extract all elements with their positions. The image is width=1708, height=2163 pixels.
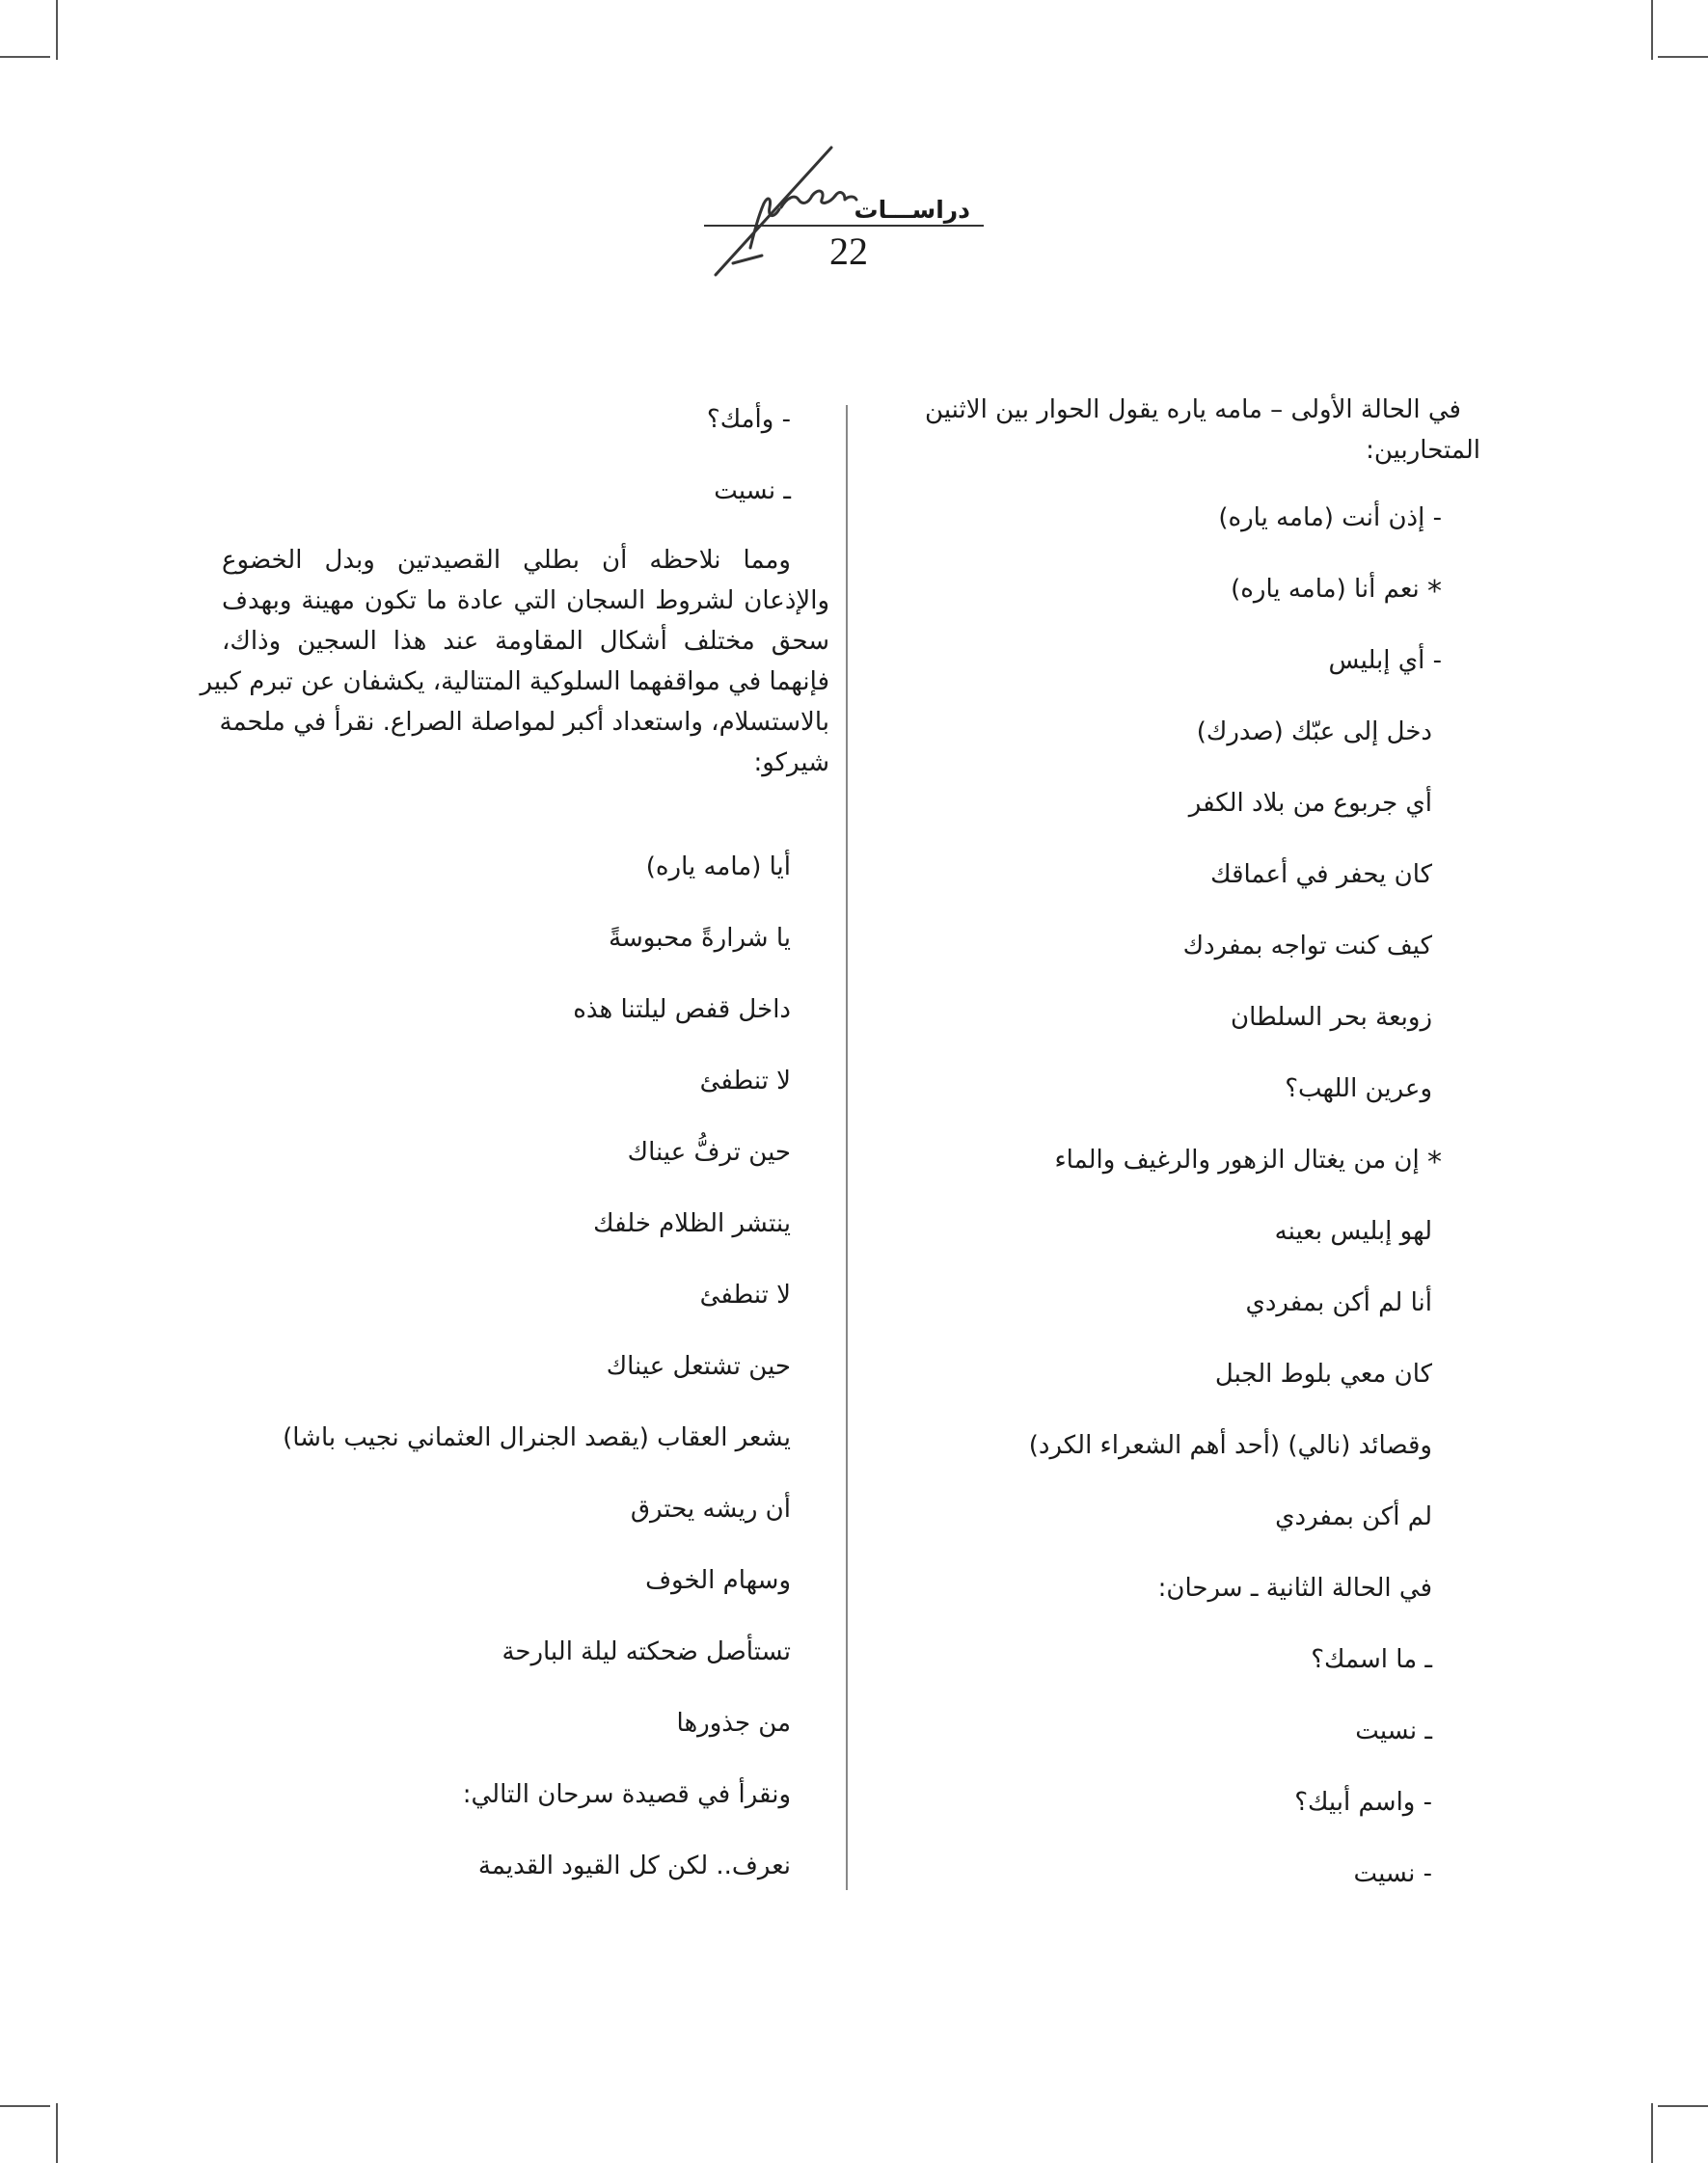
crop-mark xyxy=(56,0,58,60)
crop-mark xyxy=(0,56,50,58)
poem-line: داخل قفص ليلتنا هذه xyxy=(573,995,791,1024)
dialogue-text: إن من يغتال الزهور والرغيف والماء xyxy=(1054,1146,1420,1175)
paragraph-line: بالاستسلام، واستعداد أكبر لمواصلة الصراع. نقرأ في ملحمة xyxy=(219,708,829,737)
text-line xyxy=(1054,1141,1442,1182)
poem-line: أيا (مامه ياره) xyxy=(645,852,791,881)
asterisk-mark: * xyxy=(1427,1146,1442,1179)
text-line: كيف كنت تواجه بمفردك xyxy=(1182,932,1432,960)
crop-mark xyxy=(56,2103,58,2163)
crop-mark xyxy=(1658,2105,1708,2107)
text-line: وقصائد (نالي) (أحد أهم الشعراء الكرد) xyxy=(1028,1431,1432,1460)
section-title: دراســـات xyxy=(854,196,970,224)
text-line: دخل إلى عبّك (صدرك) xyxy=(1196,717,1432,746)
text-line: كان معي بلوط الجبل xyxy=(1214,1360,1432,1389)
paragraph-line: سحق مختلف أشكال المقاومة عند هذا السجين وذاك، xyxy=(222,627,829,656)
text-line: المتحاربين: xyxy=(1366,436,1480,465)
text-line: أي جربوع من بلاد الكفر xyxy=(1188,789,1432,818)
column-divider xyxy=(846,405,848,1890)
poem-line: من جذورها xyxy=(676,1709,791,1738)
page-header xyxy=(694,140,984,284)
text-line: - نسيت xyxy=(1353,1859,1432,1888)
crop-mark xyxy=(1651,0,1653,60)
text-line: - وأمك؟ xyxy=(706,405,791,434)
paragraph-line: فإنهما في مواقفهما السلوكية المتتالية، يكشفان عن تبرم كبير xyxy=(200,667,829,696)
paragraph-line: ومما نلاحظه أن بطلي القصيدتين وبدل الخضوع xyxy=(222,546,791,575)
poem-line: يشعر العقاب (يقصد الجنرال العثماني نجيب باشا) xyxy=(283,1423,791,1452)
poem-line: وسهام الخوف xyxy=(645,1566,791,1595)
poem-line: حين ترفُّ عيناك xyxy=(627,1138,791,1167)
text-line: كان يحفر في أعماقك xyxy=(1210,860,1432,889)
crop-mark xyxy=(1658,56,1708,58)
poem-line: لا تنطفئ xyxy=(699,1067,791,1095)
header-rule xyxy=(704,225,984,227)
text-line: أنا لم أكن بمفردي xyxy=(1245,1288,1432,1317)
text-line: لم أكن بمفردي xyxy=(1275,1502,1432,1531)
poem-line: أن ريشه يحترق xyxy=(630,1495,791,1524)
poem-line: حين تشتعل عيناك xyxy=(606,1352,791,1381)
poem-line: تستأصل ضحكته ليلة البارحة xyxy=(502,1637,791,1666)
crop-mark xyxy=(0,2105,50,2107)
poem-line: لا تنطفئ xyxy=(699,1281,791,1310)
crop-mark xyxy=(1651,2103,1653,2163)
text-line: في الحالة الأولى – مامه ياره يقول الحوار بين الاثنين xyxy=(925,395,1461,424)
text-line: ـ نسيت xyxy=(714,476,791,505)
text-line: وعرين اللهب؟ xyxy=(1285,1074,1432,1103)
text-line: - أي إبليس xyxy=(1328,646,1442,675)
text-line: - واسم أبيك؟ xyxy=(1294,1788,1432,1817)
text-line xyxy=(1231,570,1442,611)
text-line: ـ نسيت xyxy=(1355,1717,1432,1745)
text-line: في الحالة الثانية ـ سرحان: xyxy=(1157,1574,1432,1603)
text-line: لهو إبليس بعينه xyxy=(1274,1217,1432,1246)
text-line: زوبعة بحر السلطان xyxy=(1230,1003,1432,1032)
text-line: - إذن أنت (مامه ياره) xyxy=(1218,503,1442,532)
poem-line: ينتشر الظلام خلفك xyxy=(593,1209,791,1238)
poem-line: ونقرأ في قصيدة سرحان التالي: xyxy=(462,1780,791,1809)
page-number: 22 xyxy=(829,230,868,273)
asterisk-mark: * xyxy=(1427,575,1442,608)
text-line: ـ ما اسمك؟ xyxy=(1311,1645,1432,1674)
dialogue-text: نعم أنا (مامه ياره) xyxy=(1231,575,1420,604)
paragraph-line: شيركو: xyxy=(753,748,829,777)
poem-line: نعرف.. لكن كل القيود القديمة xyxy=(477,1852,791,1880)
poem-line: يا شرارةً محبوسةً xyxy=(609,924,791,953)
paragraph-line: والإذعان لشروط السجان التي عادة ما تكون مهينة وبهدف xyxy=(222,586,829,615)
